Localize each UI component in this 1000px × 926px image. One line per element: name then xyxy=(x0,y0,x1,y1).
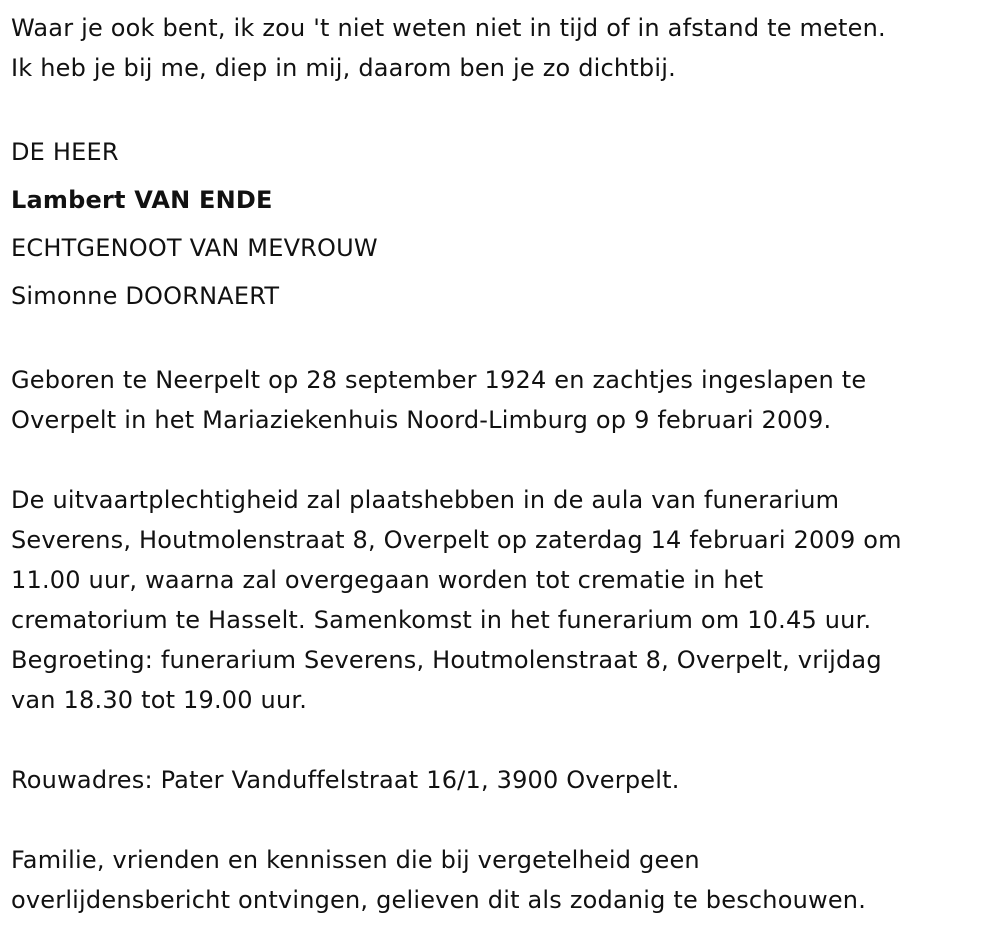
closing-line: Familie, vrienden en kennissen die bij vergetelheid geen xyxy=(11,846,700,874)
person-title: DE HEER xyxy=(11,138,119,166)
funeral-section xyxy=(11,480,996,720)
spacer xyxy=(11,800,996,840)
funeral-line: 11.00 uur, waarna zal overgegaan worden tot crematie in het xyxy=(11,566,764,594)
person-section xyxy=(11,128,996,320)
person-relation: ECHTGENOOT VAN MEVROUW xyxy=(11,234,378,262)
obituary-document xyxy=(11,8,996,920)
address-section xyxy=(11,760,996,800)
spacer xyxy=(11,320,996,360)
funeral-line: De uitvaartplechtigheid zal plaatshebben in de aula van funerarium xyxy=(11,486,840,514)
spouse-name: Simonne DOORNAERT xyxy=(11,282,280,310)
poem-section xyxy=(11,8,996,88)
spacer xyxy=(11,88,996,128)
spacer xyxy=(11,720,996,760)
closing-section xyxy=(11,840,996,920)
funeral-line: Begroeting: funerarium Severens, Houtmolenstraat 8, Overpelt, vrijdag xyxy=(11,646,882,674)
spacer xyxy=(11,440,996,480)
closing-line: overlijdensbericht ontvingen, gelieven dit als zodanig te beschouwen. xyxy=(11,886,867,914)
funeral-line: van 18.30 tot 19.00 uur. xyxy=(11,686,308,714)
funeral-line: crematorium te Hasselt. Samenkomst in het funerarium om 10.45 uur. xyxy=(11,606,872,634)
person-name: Lambert VAN ENDE xyxy=(11,186,273,214)
poem-line: Ik heb je bij me, diep in mij, daarom ben je zo dichtbij. xyxy=(11,54,676,82)
birth-death-section xyxy=(11,360,996,440)
poem-line: Waar je ook bent, ik zou 't niet weten niet in tijd of in afstand te meten. xyxy=(11,14,886,42)
birth-death-line: Overpelt in het Mariaziekenhuis Noord-Limburg op 9 februari 2009. xyxy=(11,406,832,434)
birth-death-line: Geboren te Neerpelt op 28 september 1924 en zachtjes ingeslapen te xyxy=(11,366,867,394)
mourning-address: Rouwadres: Pater Vanduffelstraat 16/1, 3900 Overpelt. xyxy=(11,766,680,794)
funeral-line: Severens, Houtmolenstraat 8, Overpelt op zaterdag 14 februari 2009 om xyxy=(11,526,902,554)
